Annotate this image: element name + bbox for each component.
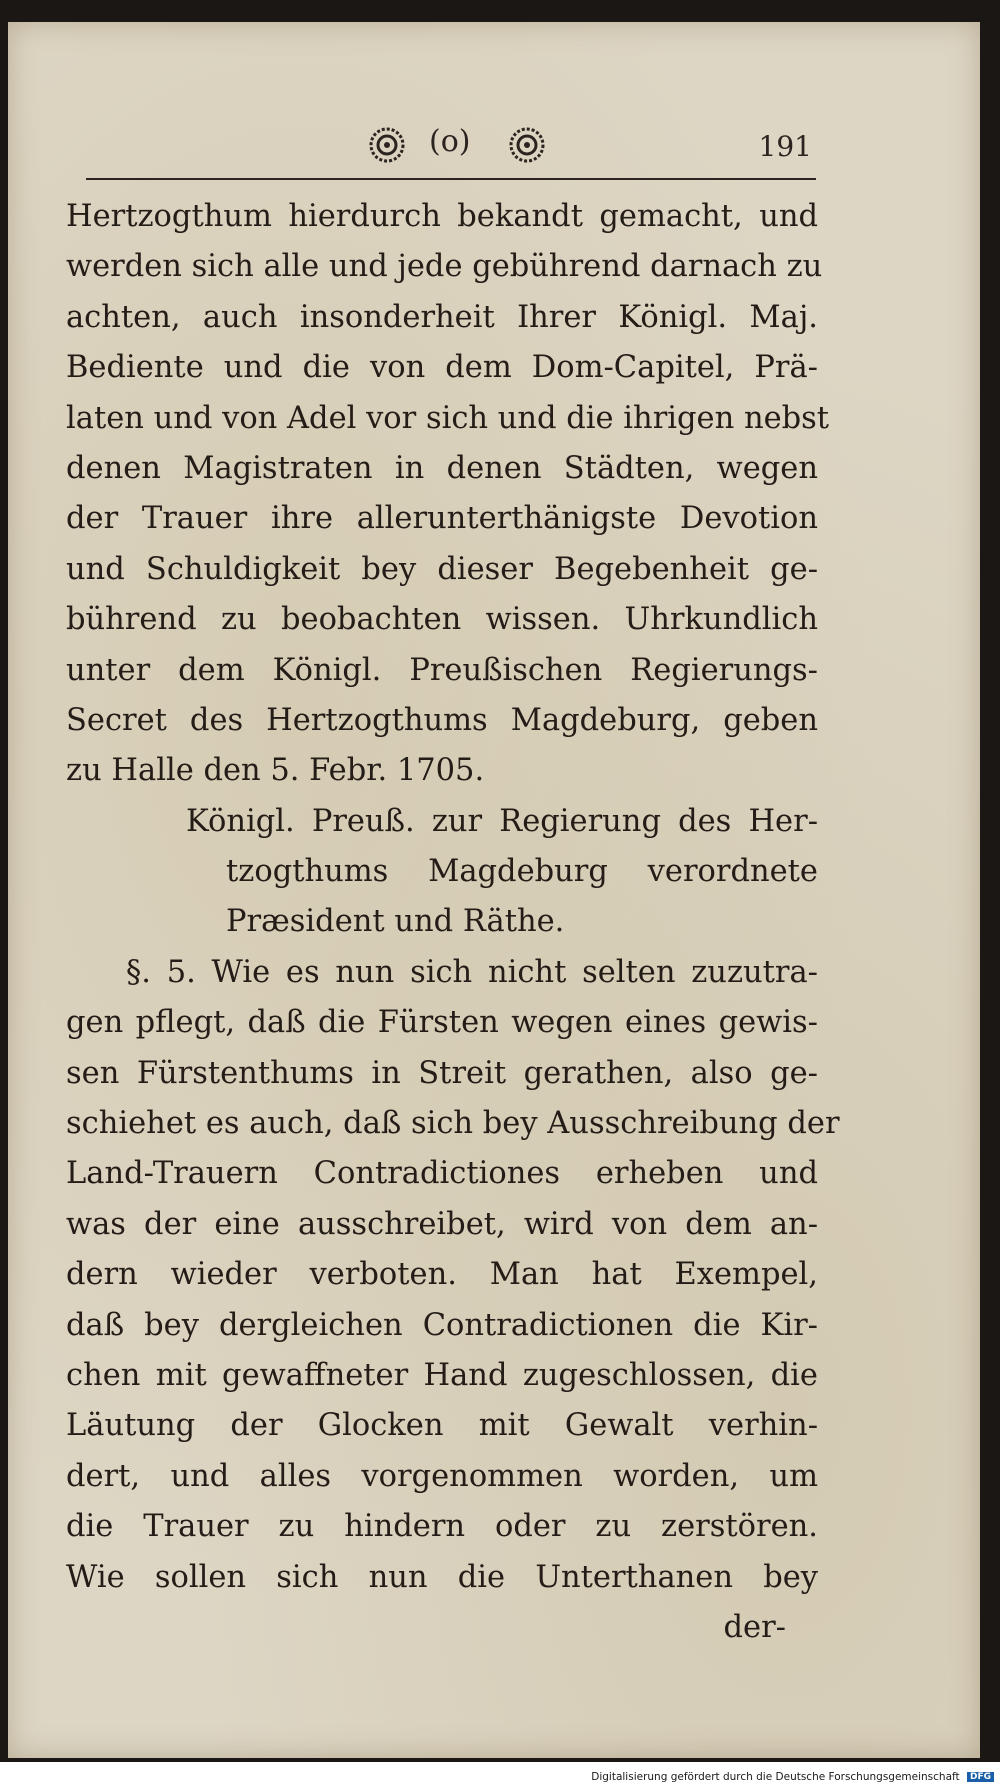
text-line: Land-Trauern Contradictiones erheben und xyxy=(66,1156,818,1192)
text-line: werden sich alle und jede gebührend darnach zu xyxy=(66,249,823,285)
text-line: Hertzogthum hierdurch bekandt gemacht, und xyxy=(66,199,818,234)
text-line: der Trauer ihre allerunterthänigste Devotion xyxy=(66,501,818,537)
text-line: laten und von Adel vor sich und die ihrigen nebst xyxy=(66,400,830,436)
catchword: der- xyxy=(723,1609,786,1645)
text-line: schiehet es auch, daß sich bey Ausschreibung der xyxy=(66,1106,840,1142)
text-line: und Schuldigkeit bey dieser Begebenheit ge- xyxy=(66,551,818,587)
text-line: was der eine ausschreibet, wird von dem an- xyxy=(66,1206,818,1242)
footer-bar xyxy=(0,1762,1000,1786)
text-line: zu Halle den 5. Febr. 1705. xyxy=(66,753,485,789)
page-text xyxy=(66,192,840,1653)
signature-line: Præsident und Räthe. xyxy=(226,904,565,940)
text-line: sen Fürstenthums in Streit gerathen, also ge- xyxy=(66,1055,818,1091)
text-line: gen pflegt, daß die Fürsten wegen eines gewis- xyxy=(66,1005,818,1041)
book-page xyxy=(8,22,980,1758)
text-line: Läutung der Glocken mit Gewalt verhin- xyxy=(66,1408,818,1444)
text-line: Secret des Hertzogthums Magdeburg, geben xyxy=(66,702,818,738)
page-header xyxy=(86,120,816,180)
text-line: dern wieder verboten. Man hat Exempel, xyxy=(66,1257,818,1293)
text-line: bührend zu beobachten wissen. Uhrkundlich xyxy=(66,602,818,638)
paragraph-first-line: §. 5. Wie es nun sich nicht selten zuzutra- xyxy=(126,954,818,990)
signature-line: tzogthums Magdeburg verordnete xyxy=(226,854,818,890)
text-line: daß bey dergleichen Contradictionen die Kir- xyxy=(66,1307,818,1343)
page-number: 191 xyxy=(758,130,812,163)
ornament-rosette-icon xyxy=(508,126,546,164)
footer-credit xyxy=(591,1771,994,1783)
signature-line: Königl. Preuß. zur Regierung des Her- xyxy=(186,803,818,839)
header-rule xyxy=(86,178,816,180)
ornament-rosette-icon xyxy=(368,126,406,164)
header-mark: (o) xyxy=(429,124,471,159)
text-line: denen Magistraten in denen Städten, wegen xyxy=(66,450,818,486)
text-line: Bediente und die von dem Dom-Capitel, Prä- xyxy=(66,350,818,386)
text-line: dert, und alles vorgenommen worden, um xyxy=(66,1458,818,1494)
dfg-logo: DFG xyxy=(967,1772,994,1782)
text-line: achten, auch insonderheit Ihrer Königl. Maj. xyxy=(66,299,818,335)
text-line: unter dem Königl. Preußischen Regierungs- xyxy=(66,652,818,688)
text-line: chen mit gewaffneter Hand zugeschlossen, die xyxy=(66,1357,818,1393)
text-line: die Trauer zu hindern oder zu zerstören. xyxy=(66,1509,818,1545)
text-line: Wie sollen sich nun die Unterthanen bey xyxy=(66,1559,818,1595)
footer-credit-text: Digitalisierung gefördert durch die Deutsche Forschungsgemeinschaft xyxy=(591,1771,960,1783)
